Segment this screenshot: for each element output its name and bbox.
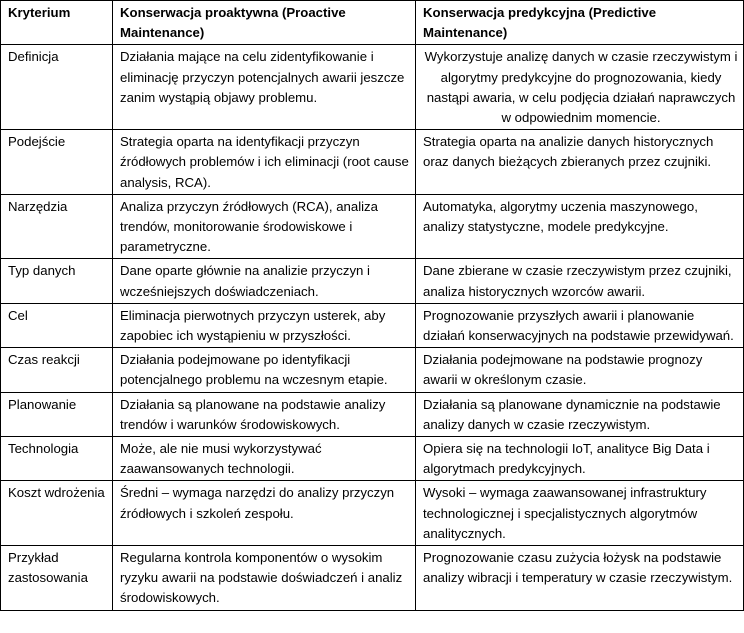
proactive-cell: Działania są planowane na podstawie analizy trendów i warunków środowiskowych. [113, 392, 416, 436]
table-row [1, 546, 744, 611]
criterion-cell: Planowanie [1, 392, 113, 436]
table-row [1, 194, 744, 259]
table-row [1, 437, 744, 481]
table-row [1, 481, 744, 546]
criterion-cell: Czas reakcji [1, 348, 113, 392]
table-header-row [1, 1, 744, 45]
criterion-cell: Koszt wdrożenia [1, 481, 113, 546]
criterion-cell: Technologia [1, 437, 113, 481]
criterion-cell: Podejście [1, 130, 113, 195]
predictive-cell: Wysoki – wymaga zaawansowanej infrastruktury technologicznej i specjalistycznych algorytmów analitycznych. [416, 481, 744, 546]
predictive-cell: Działania są planowane dynamicznie na podstawie analizy danych w czasie rzeczywistym. [416, 392, 744, 436]
proactive-cell: Strategia oparta na identyfikacji przyczyn źródłowych problemów i ich eliminacji (root cause analysis, RCA). [113, 130, 416, 195]
header-proactive: Konserwacja proaktywna (Proactive Maintenance) [113, 1, 416, 45]
table-row [1, 348, 744, 392]
proactive-cell: Analiza przyczyn źródłowych (RCA), analiza trendów, monitorowanie środowiskowe i parametryczne. [113, 194, 416, 259]
table-row [1, 259, 744, 303]
predictive-cell: Prognozowanie czasu zużycia łożysk na podstawie analizy wibracji i temperatury w czasie rzeczywistym. [416, 546, 744, 611]
proactive-cell: Eliminacja pierwotnych przyczyn usterek, aby zapobiec ich wystąpieniu w przyszłości. [113, 303, 416, 347]
proactive-cell: Dane oparte głównie na analizie przyczyn i wcześniejszych doświadczeniach. [113, 259, 416, 303]
criterion-cell: Narzędzia [1, 194, 113, 259]
table-row [1, 45, 744, 130]
predictive-cell: Prognozowanie przyszłych awarii i planowanie działań konserwacyjnych na podstawie przewidywań. [416, 303, 744, 347]
predictive-cell: Opiera się na technologii IoT, analityce Big Data i algorytmach predykcyjnych. [416, 437, 744, 481]
predictive-cell: Strategia oparta na analizie danych historycznych oraz danych bieżących zbieranych przez czujniki. [416, 130, 744, 195]
header-criterion: Kryterium [1, 1, 113, 45]
criterion-cell: Przykład zastosowania [1, 546, 113, 611]
table-row [1, 130, 744, 195]
table-row [1, 303, 744, 347]
proactive-cell: Może, ale nie musi wykorzystywać zaawansowanych technologii. [113, 437, 416, 481]
criterion-cell: Definicja [1, 45, 113, 130]
predictive-cell: Działania podejmowane na podstawie prognozy awarii w określonym czasie. [416, 348, 744, 392]
header-predictive: Konserwacja predykcyjna (Predictive Maintenance) [416, 1, 744, 45]
criterion-cell: Typ danych [1, 259, 113, 303]
predictive-cell: Wykorzystuje analizę danych w czasie rzeczywistym i algorytmy predykcyjne do prognozowania, kiedy nastąpi awaria, w celu podjęcia działań naprawczych w odpowiednim momencie. [416, 45, 744, 130]
criterion-cell: Cel [1, 303, 113, 347]
predictive-cell: Automatyka, algorytmy uczenia maszynowego, analizy statystyczne, modele predykcyjne. [416, 194, 744, 259]
proactive-cell: Działania mające na celu zidentyfikowanie i eliminację przyczyn potencjalnych awarii jeszcze zanim wystąpią objawy problemu. [113, 45, 416, 130]
proactive-cell: Średni – wymaga narzędzi do analizy przyczyn źródłowych i szkoleń zespołu. [113, 481, 416, 546]
proactive-cell: Działania podejmowane po identyfikacji potencjalnego problemu na wczesnym etapie. [113, 348, 416, 392]
proactive-cell: Regularna kontrola komponentów o wysokim ryzyku awarii na podstawie doświadczeń i analiz środowiskowych. [113, 546, 416, 611]
table-row [1, 392, 744, 436]
predictive-cell: Dane zbierane w czasie rzeczywistym przez czujniki, analiza historycznych wzorców awarii. [416, 259, 744, 303]
